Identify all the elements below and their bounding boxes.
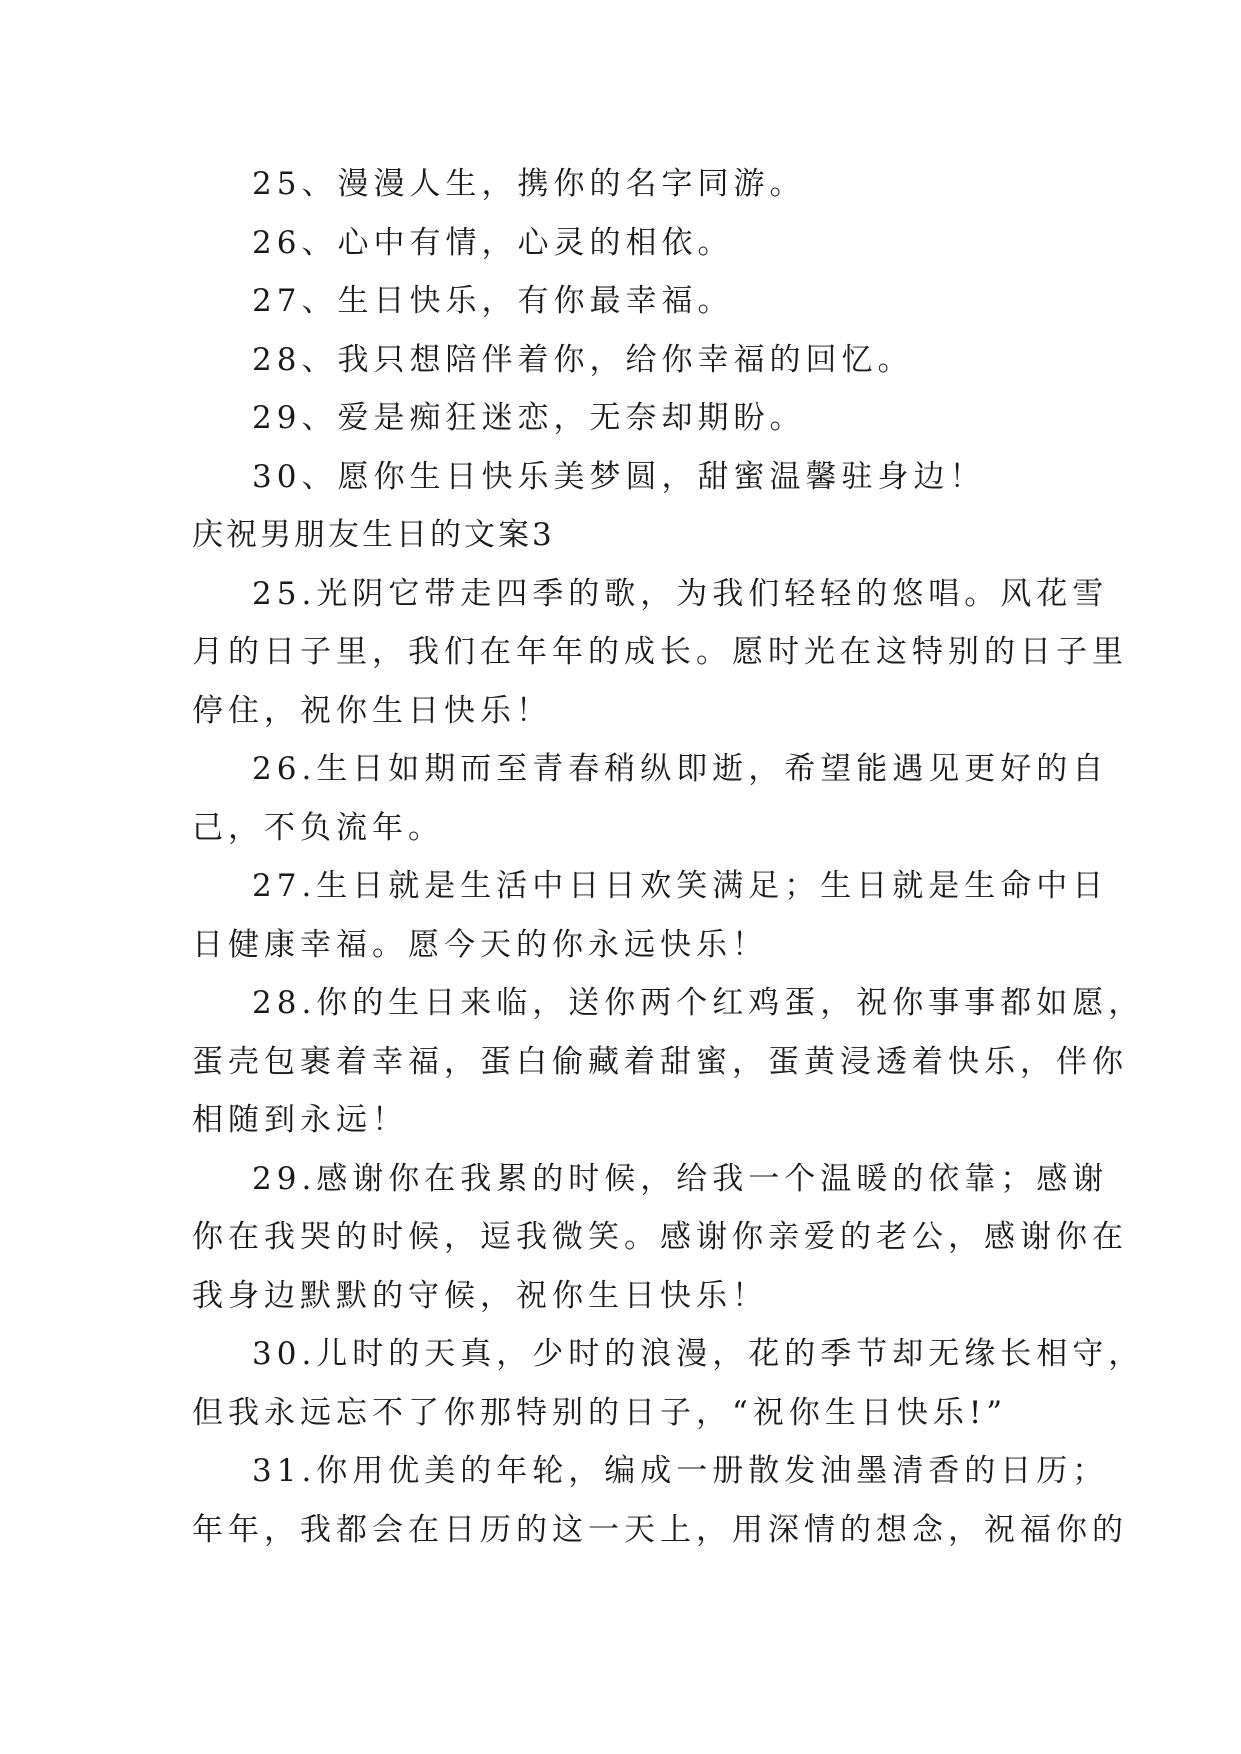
paragraph bbox=[192, 974, 1145, 1150]
paragraph bbox=[192, 740, 1109, 857]
paragraph-line: 你在我哭的时候，逗我微笑。感谢你亲爱的老公，感谢你在 bbox=[192, 1219, 1128, 1255]
paragraph-line: 月的日子里，我们在年年的成长。愿时光在这特别的日子里 bbox=[192, 634, 1128, 670]
paragraph-line: 己，不负流年。 bbox=[192, 809, 444, 846]
paragraph bbox=[192, 1150, 1128, 1326]
paragraph bbox=[192, 1325, 1145, 1442]
paragraph-line: 但我永远忘不了你那特别的日子，“祝你生日快乐!” bbox=[192, 1394, 1008, 1431]
paragraph-line: 29.感谢你在我累的时候，给我一个温暖的依靠；感谢 bbox=[252, 1160, 1109, 1197]
section-title: 庆祝男朋友生日的文案3 bbox=[192, 517, 555, 553]
paragraph bbox=[192, 857, 1109, 974]
paragraph-line: 31.你用优美的年轮，编成一册散发油墨清香的日历； bbox=[252, 1453, 1109, 1489]
paragraph-line: 相随到永远！ bbox=[192, 1102, 408, 1138]
list-item: 29、爱是痴狂迷恋，无奈却期盼。 bbox=[252, 400, 806, 436]
paragraph bbox=[192, 565, 1128, 741]
document-body bbox=[192, 155, 1145, 1559]
list-item: 28、我只想陪伴着你，给你幸福的回忆。 bbox=[252, 341, 914, 378]
list-item: 26、心中有情，心灵的相依。 bbox=[252, 224, 734, 261]
paragraph-line: 25.光阴它带走四季的歌，为我们轻轻的悠唱。风花雪 bbox=[252, 575, 1109, 612]
paragraph-line: 我身边默默的守候，祝你生日快乐！ bbox=[192, 1277, 768, 1314]
list-item: 30、愿你生日快乐美梦圆，甜蜜温馨驻身边！ bbox=[252, 458, 986, 495]
paragraph-line: 26.生日如期而至青春稍纵即逝，希望能遇见更好的自 bbox=[252, 751, 1109, 787]
paragraph-line: 30.儿时的天真，少时的浪漫，花的季节却无缘长相守， bbox=[252, 1336, 1145, 1372]
paragraph-line: 蛋壳包裹着幸福，蛋白偷藏着甜蜜，蛋黄浸透着快乐，伴你 bbox=[192, 1043, 1128, 1080]
paragraph-line: 27.生日就是生活中日日欢笑满足；生日就是生命中日 bbox=[252, 868, 1109, 904]
paragraph bbox=[192, 1442, 1128, 1559]
paragraph-line: 停住，祝你生日快乐！ bbox=[192, 692, 552, 729]
paragraph-line: 年年，我都会在日历的这一天上，用深情的想念，祝福你的 bbox=[192, 1511, 1128, 1548]
paragraph-line: 日健康幸福。愿今天的你永远快乐！ bbox=[192, 926, 768, 963]
paragraph-line: 28.你的生日来临，送你两个红鸡蛋，祝你事事都如愿， bbox=[252, 985, 1145, 1021]
list-item: 25、漫漫人生，携你的名字同游。 bbox=[252, 166, 806, 202]
list-item: 27、生日快乐，有你最幸福。 bbox=[252, 283, 734, 319]
